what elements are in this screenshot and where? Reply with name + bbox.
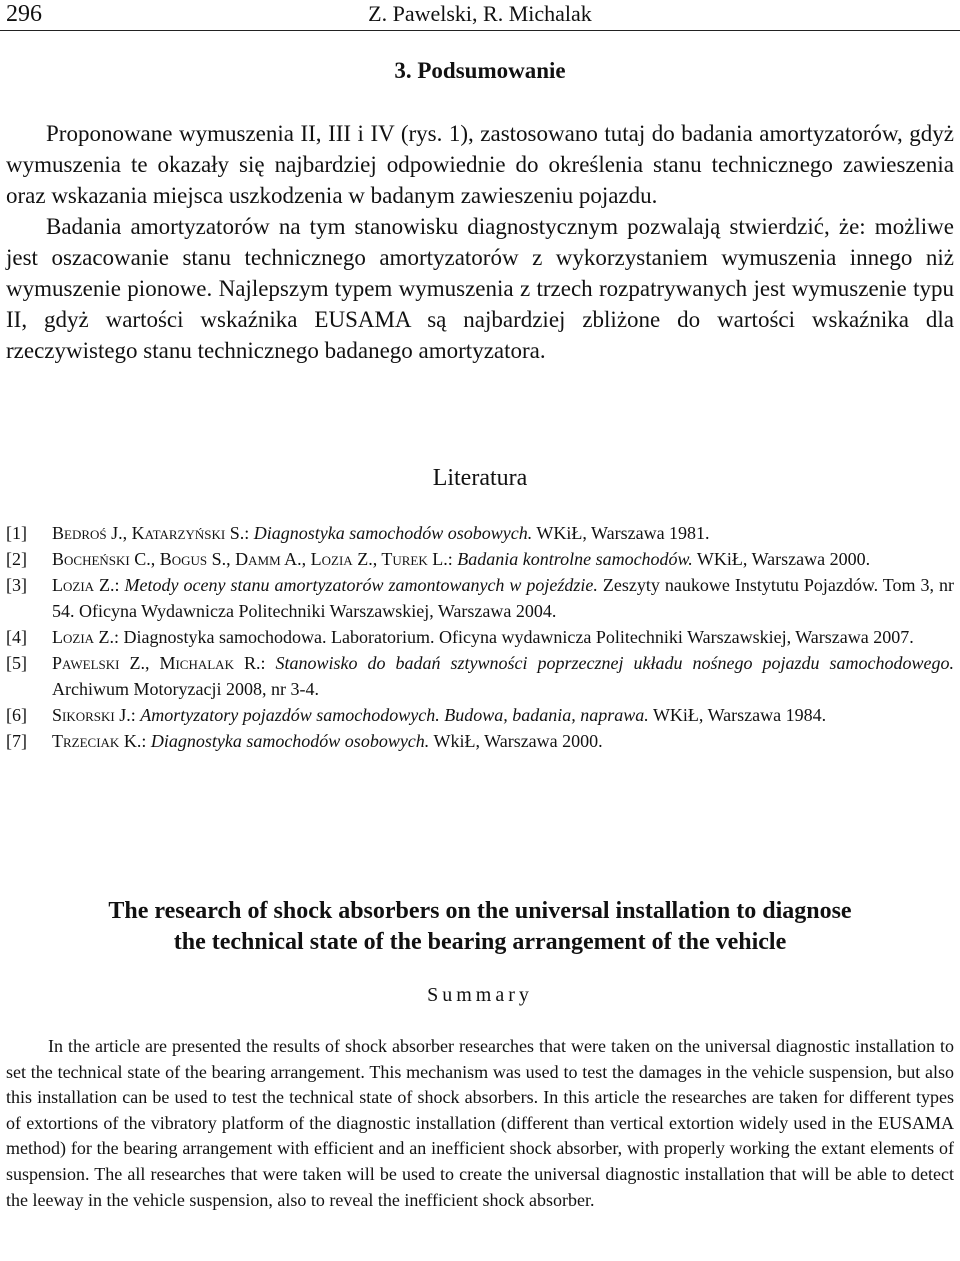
reference-publisher: Diagnostyka samochodowa. Laboratorium. Oficyna wydawnicza Politechniki Warszawskiej, Warszawa 2007. [123, 627, 914, 647]
reference-publisher: WKiŁ, Warszawa 1981. [536, 523, 710, 543]
reference-number: [5] [6, 653, 27, 673]
reference-text [52, 546, 954, 572]
reference-title: Diagnostyka samochodów osobowych. [253, 523, 533, 543]
summary-paragraph: In the article are presented the results of shock absorber researches that were taken on the universal diagnostic installation to set the technical state of the bearing arrangement. This mechanism was used to test the damages in the vehicle suspension, but also this installation can be used to test the technical state of shock absorbers. In this article the researches are taken for different types of extortions of the vibratory platform of the diagnostic installation (different than vertical extortion widely used in the EUSAMA method) for the bearing arrangement with efficient and an inefficient shock absorber, with properly working the extant elements of suspension. The all researches that were taken will be used to create the universal diagnostic installation that will be able to detect the leeway in the vehicle suspension, also to reveal the inefficient shock absorber. [6, 1036, 954, 1210]
reference-list [6, 520, 954, 754]
reference-number: [2] [6, 549, 27, 569]
page-header [0, 0, 960, 31]
reference-authors: Sikorski J.: [52, 705, 136, 725]
reference-text [52, 650, 954, 702]
reference-publisher: Archiwum Motoryzacji 2008, nr 3-4. [52, 679, 319, 699]
reference-title: Stanowisko do badań sztywności poprzecznej układu nośnego pojazdu samochodowego. [275, 653, 955, 673]
english-title-line: The research of shock absorbers on the universal installation to diagnose [108, 898, 852, 924]
paragraph: Proponowane wymuszenia II, III i IV (rys. 1), zastosowano tutaj do badania amortyzatorów, gdyż wymuszenia te okazały się najbardziej odpowiednie do określenia stanu technicznego zawieszenia oraz wskazania miejsca uszkodzenia w badanym zawieszeniu pojazdu. [6, 121, 954, 208]
reference-title: Badania kontrolne samochodów. [457, 549, 693, 569]
reference-number: [1] [6, 523, 27, 543]
reference-title: Amortyzatory pojazdów samochodowych. Budowa, badania, naprawa. [140, 705, 649, 725]
english-title [0, 896, 960, 958]
reference-text [52, 520, 954, 546]
summary-label: Summary [427, 984, 533, 1006]
reference-publisher: WkiŁ, Warszawa 2000. [433, 731, 603, 751]
reference-text [52, 702, 954, 728]
summary-section-body [6, 118, 954, 366]
reference-text [52, 624, 954, 650]
reference-item [6, 728, 954, 754]
running-head: Z. Pawelski, R. Michalak [368, 1, 592, 26]
reference-text [52, 572, 954, 624]
reference-authors: Trzeciak K.: [52, 731, 147, 751]
reference-title: Metody oceny stanu amortyzatorów zamontowanych w pojeździe. [124, 575, 598, 595]
reference-number: [4] [6, 627, 27, 647]
literature-heading: Literatura [432, 465, 528, 491]
reference-number: [7] [6, 731, 27, 751]
reference-item [6, 572, 954, 624]
reference-item [6, 520, 954, 546]
reference-publisher: Zeszyty naukowe Instytutu Pojazdów. Tom 3, nr 54. Oficyna Wydawnicza Politechniki Warszawskiej, Warszawa 2004. [52, 575, 955, 621]
reference-authors: Bedroś J., Katarzyński S.: [52, 523, 250, 543]
reference-item [6, 624, 954, 650]
reference-text [52, 728, 954, 754]
reference-publisher: WKiŁ, Warszawa 1984. [652, 705, 827, 725]
reference-number: [6] [6, 705, 27, 725]
reference-authors: Pawelski Z., Michalak R.: [52, 653, 266, 673]
reference-item [6, 702, 954, 728]
english-title-line: the technical state of the bearing arrangement of the vehicle [173, 929, 787, 955]
section-heading: 3. Podsumowanie [394, 58, 566, 83]
reference-authors: Bocheński C., Bogus S., Damm A., Lozia Z., Turek L.: [52, 549, 453, 569]
reference-number: [3] [6, 575, 27, 595]
paragraph: Badania amortyzatorów na tym stanowisku diagnostycznym pozwalają stwierdzić, że: możliwe jest oszacowanie stanu technicznego amortyzatorów z wykorzystaniem wymuszenia innego niż wymuszenie pionowe. Najlepszym typem wymuszenia z trzech rozpatrywanych jest wymuszenie typu II, gdyż wartości wskaźnika EUSAMA są najbardziej zbliżone do wartości wskaźnika dla rzeczywistego stanu technicznego badanego amortyzatora. [6, 214, 954, 363]
reference-item [6, 650, 954, 702]
reference-authors: Lozia Z.: [52, 575, 120, 595]
reference-publisher: WKiŁ, Warszawa 2000. [696, 549, 871, 569]
reference-title: Diagnostyka samochodów osobowych. [150, 731, 430, 751]
english-summary [6, 1034, 954, 1213]
reference-authors: Lozia Z.: [52, 627, 120, 647]
reference-item [6, 546, 954, 572]
page-number: 296 [6, 1, 42, 27]
